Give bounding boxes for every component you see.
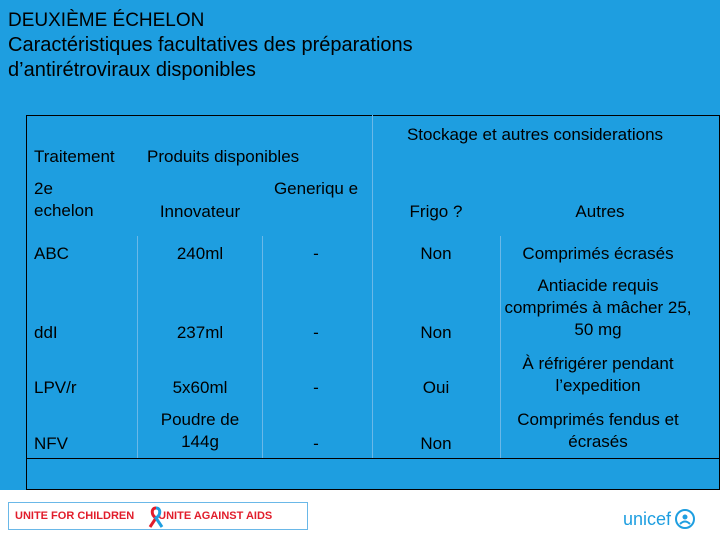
unicef-logo-text: unicef (623, 508, 672, 529)
row-nfv-autres: Comprimés fendus et écrasés (517, 410, 679, 451)
row-lpvr-name: LPV/r (34, 378, 77, 397)
subheader-echelon: 2e echelon (34, 179, 94, 220)
unicef-emblem-icon (674, 508, 696, 530)
title-line-1: DEUXIÈME ÉCHELON (8, 10, 205, 31)
row-abc-generique: - (313, 244, 319, 263)
column-separator (372, 115, 373, 458)
subheader-autres: Autres (575, 202, 625, 221)
column-separator (500, 236, 501, 458)
row-nfv-innovateur: Poudre de 144g (160, 410, 240, 451)
row-ddi-name: ddI (34, 323, 58, 342)
row-abc-autres: Comprimés écrasés (522, 244, 674, 263)
row-ddi-generique: - (313, 323, 319, 342)
row-ddi-innovateur: 237ml (176, 323, 224, 342)
row-abc-frigo: Non (420, 244, 452, 263)
header-stockage: Stockage et autres considerations (406, 125, 664, 144)
subheader-generique: Generiqu e (273, 179, 359, 198)
row-lpvr-innovateur: 5x60ml (172, 378, 228, 397)
row-lpvr-generique: - (313, 378, 319, 397)
subheader-innovateur: Innovateur (159, 202, 241, 221)
row-ddi-autres: Antiacide requis comprimés à mâcher 25, 50 mg (504, 276, 692, 339)
title-line-3: d’antirétroviraux disponibles (8, 59, 256, 81)
row-lpvr-frigo: Oui (422, 378, 450, 397)
slide-title (8, 8, 708, 83)
aids-ribbon-icon (144, 506, 168, 528)
row-nfv-name: NFV (34, 434, 68, 453)
banner-unite-against-aids: UNITE AGAINST AIDS (158, 510, 273, 522)
row-nfv-frigo: Non (420, 434, 452, 453)
row-abc-innovateur: 240ml (176, 244, 224, 263)
banner-unite-for-children: UNITE FOR CHILDREN (15, 510, 135, 522)
subheader-frigo: Frigo ? (409, 202, 463, 221)
header-traitement: Traitement (34, 147, 115, 166)
header-produits: Produits disponibles (147, 147, 300, 166)
column-separator (262, 236, 263, 458)
row-lpvr-autres: À réfrigérer pendant l’expedition (522, 354, 674, 395)
row-ddi-frigo: Non (420, 323, 452, 342)
column-separator (137, 236, 138, 458)
table-bottom-divider (26, 458, 720, 459)
title-line-2: Caractéristiques facultatives des préparations (8, 34, 413, 56)
row-abc-name: ABC (34, 244, 69, 263)
unicef-logo (623, 508, 696, 530)
row-nfv-generique: - (313, 434, 319, 453)
